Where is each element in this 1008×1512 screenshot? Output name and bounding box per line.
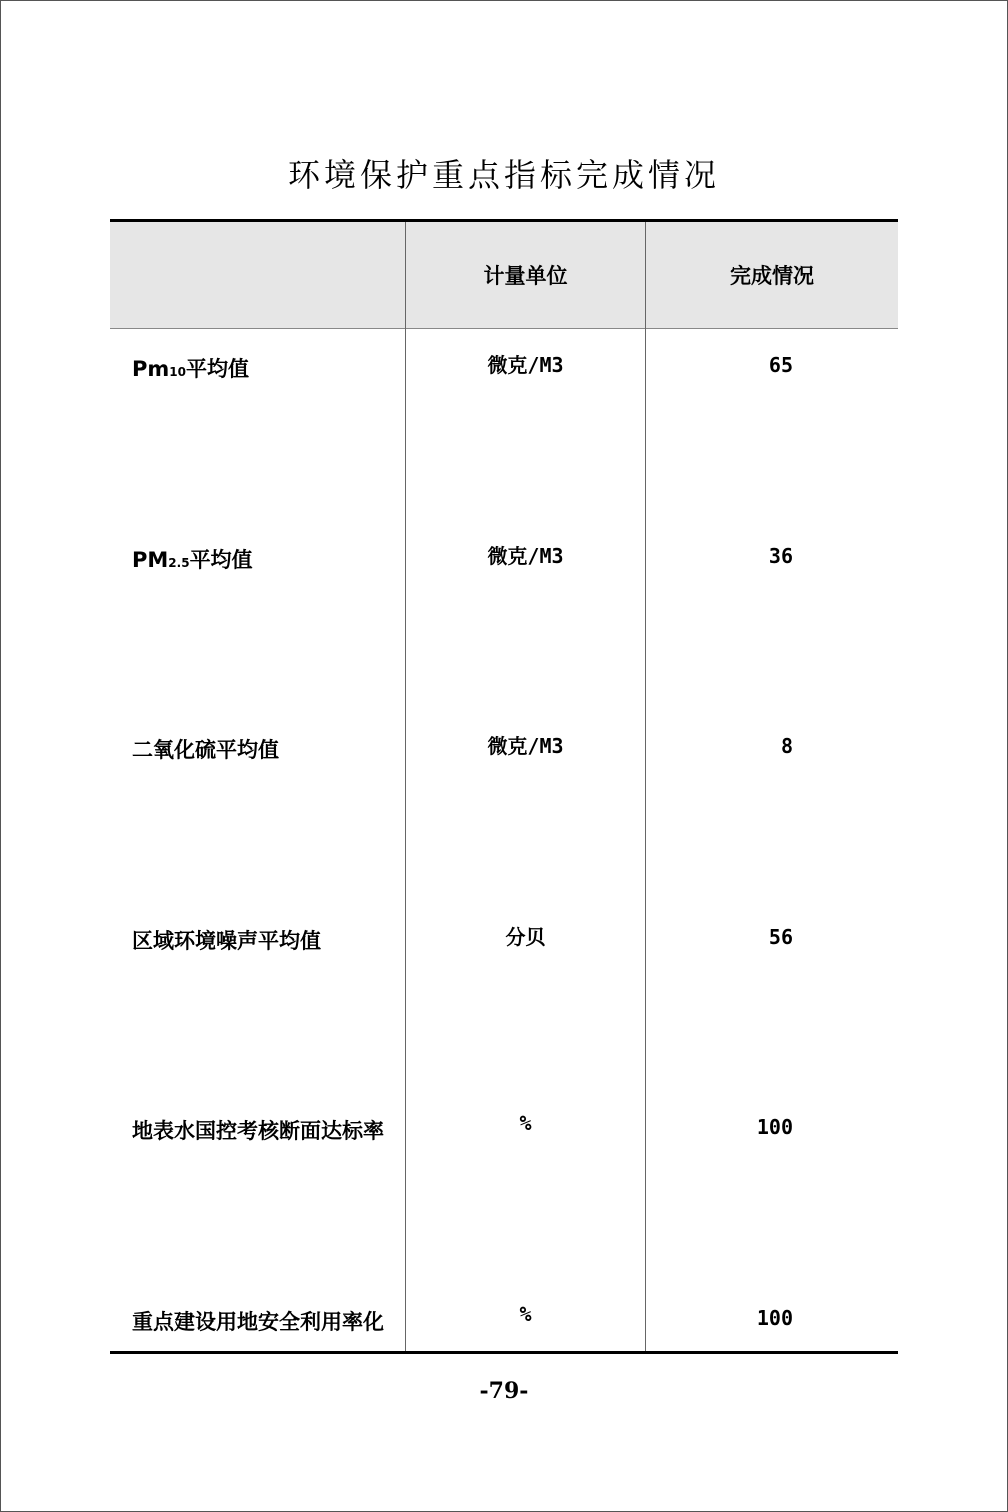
indicator-unit: 微克/M3 xyxy=(487,353,564,377)
table-row xyxy=(110,734,898,764)
indicator-value: 36 xyxy=(768,544,793,568)
indicator-unit: 分贝 xyxy=(505,925,546,949)
table-row xyxy=(110,1302,898,1336)
table-row xyxy=(110,1111,898,1145)
column-divider xyxy=(405,222,406,1351)
indicator-unit: % xyxy=(519,1111,532,1135)
table-row xyxy=(110,925,898,955)
indicator-value: 56 xyxy=(768,925,793,949)
indicator-unit: % xyxy=(519,1302,532,1326)
header-status: 完成情况 xyxy=(730,264,814,288)
table-row xyxy=(110,353,898,383)
page-title: 环境保护重点指标完成情况 xyxy=(287,156,720,194)
indicator-name: 区域环境噪声平均值 xyxy=(132,929,321,953)
indicator-value: 65 xyxy=(768,353,793,377)
page-number: -79- xyxy=(479,1378,529,1404)
indicator-name: Pm10平均值 xyxy=(132,357,249,381)
indicator-unit: 微克/M3 xyxy=(487,544,564,568)
table-row xyxy=(110,544,898,574)
indicator-unit: 微克/M3 xyxy=(487,734,564,758)
header-unit: 计量单位 xyxy=(483,264,568,288)
column-divider xyxy=(645,222,646,1351)
indicator-name: 地表水国控考核断面达标率 xyxy=(132,1119,384,1143)
indicator-name: 二氧化硫平均值 xyxy=(132,738,279,762)
indicator-value: 8 xyxy=(780,734,793,758)
indicator-name: PM2.5平均值 xyxy=(132,548,253,572)
indicator-value: 100 xyxy=(756,1115,793,1139)
indicator-name: 重点建设用地安全利用率化 xyxy=(132,1310,384,1334)
indicator-value: 100 xyxy=(756,1306,793,1330)
table-bottom-rule xyxy=(110,1351,898,1354)
